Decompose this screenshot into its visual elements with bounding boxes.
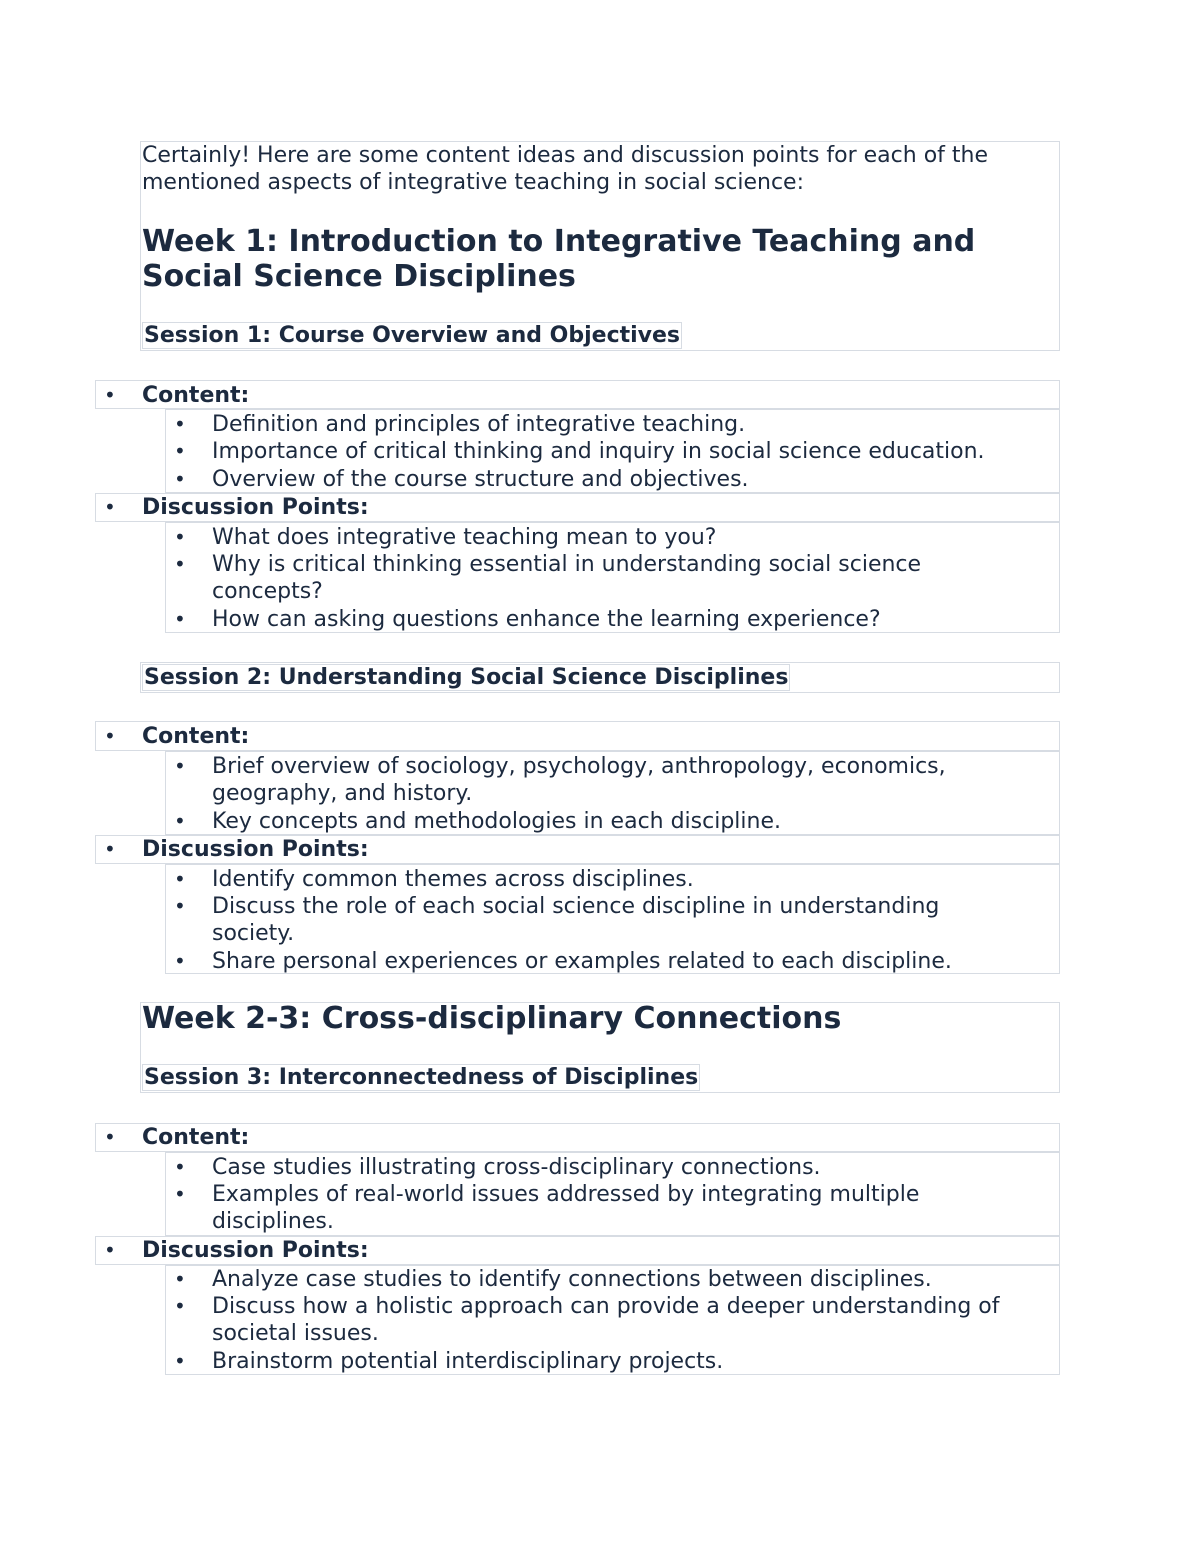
session1-discussion-label: Discussion Points:	[142, 495, 369, 520]
list-item-continuation: geography, and history.	[212, 781, 473, 806]
bullet-icon: •	[174, 1267, 186, 1291]
bullet-icon: •	[174, 754, 186, 778]
session2-title	[142, 664, 790, 691]
bullet-icon: •	[104, 837, 116, 861]
list-item: Share personal experiences or examples related to each discipline.	[212, 949, 952, 974]
list-item: Identify common themes across disciplines.	[212, 867, 694, 892]
session1-content-label: Content:	[142, 383, 250, 408]
bullet-icon: •	[174, 552, 186, 576]
list-item: How can asking questions enhance the learning experience?	[212, 607, 881, 632]
session3-title-text: Session 3: Interconnectedness of Disciplines	[144, 1065, 699, 1090]
bullet-icon: •	[174, 1182, 186, 1206]
list-item: Definition and principles of integrative teaching.	[212, 412, 746, 437]
session1-title-text: Session 1: Course Overview and Objectives	[144, 323, 681, 348]
bullet-icon: •	[174, 607, 186, 631]
bullet-icon: •	[174, 525, 186, 549]
bullet-icon: •	[174, 1155, 186, 1179]
intro-text-line1: Certainly! Here are some content ideas and discussion points for each of the	[142, 143, 988, 168]
session3-title	[142, 1064, 700, 1091]
list-item-continuation: society.	[212, 921, 295, 946]
bullet-icon: •	[174, 467, 186, 491]
list-item: Discuss the role of each social science discipline in understanding	[212, 894, 940, 919]
list-item: What does integrative teaching mean to you?	[212, 525, 717, 550]
list-item: Examples of real-world issues addressed by integrating multiple	[212, 1182, 920, 1207]
bullet-icon: •	[174, 949, 186, 973]
list-item: Discuss how a holistic approach can provide a deeper understanding of	[212, 1294, 1000, 1319]
week23-title: Week 2-3: Cross-disciplinary Connections	[142, 1001, 842, 1036]
bullet-icon: •	[174, 1294, 186, 1318]
bullet-icon: •	[174, 412, 186, 436]
intro-text-line2: mentioned aspects of integrative teaching in social science:	[142, 170, 805, 195]
list-item: Key concepts and methodologies in each discipline.	[212, 809, 782, 834]
list-item: Brief overview of sociology, psychology, anthropology, economics,	[212, 754, 946, 779]
list-item: Why is critical thinking essential in understanding social science	[212, 552, 922, 577]
list-item: Case studies illustrating cross-disciplinary connections.	[212, 1155, 821, 1180]
list-item: Overview of the course structure and objectives.	[212, 467, 749, 492]
bullet-icon: •	[104, 724, 116, 748]
bullet-icon: •	[104, 1125, 116, 1149]
bullet-icon: •	[174, 439, 186, 463]
bullet-icon: •	[104, 1238, 116, 1262]
week1-title-line1: Week 1: Introduction to Integrative Teaching and	[142, 224, 976, 259]
session2-content-label: Content:	[142, 724, 250, 749]
week1-title-line2: Social Science Disciplines	[142, 259, 576, 294]
list-item-continuation: disciplines.	[212, 1209, 334, 1234]
bullet-icon: •	[104, 383, 116, 407]
bullet-icon: •	[104, 495, 116, 519]
session1-title	[142, 322, 682, 349]
session2-title-text: Session 2: Understanding Social Science Disciplines	[144, 665, 789, 690]
list-item-continuation: concepts?	[212, 579, 323, 604]
bullet-icon: •	[174, 1349, 186, 1373]
bullet-icon: •	[174, 867, 186, 891]
bullet-icon: •	[174, 894, 186, 918]
list-item: Analyze case studies to identify connections between disciplines.	[212, 1267, 932, 1292]
session2-discussion-label: Discussion Points:	[142, 837, 369, 862]
session3-discussion-label: Discussion Points:	[142, 1238, 369, 1263]
session3-content-label: Content:	[142, 1125, 250, 1150]
list-item-continuation: societal issues.	[212, 1321, 379, 1346]
bullet-icon: •	[174, 809, 186, 833]
list-item: Brainstorm potential interdisciplinary projects.	[212, 1349, 724, 1374]
list-item: Importance of critical thinking and inquiry in social science education.	[212, 439, 985, 464]
